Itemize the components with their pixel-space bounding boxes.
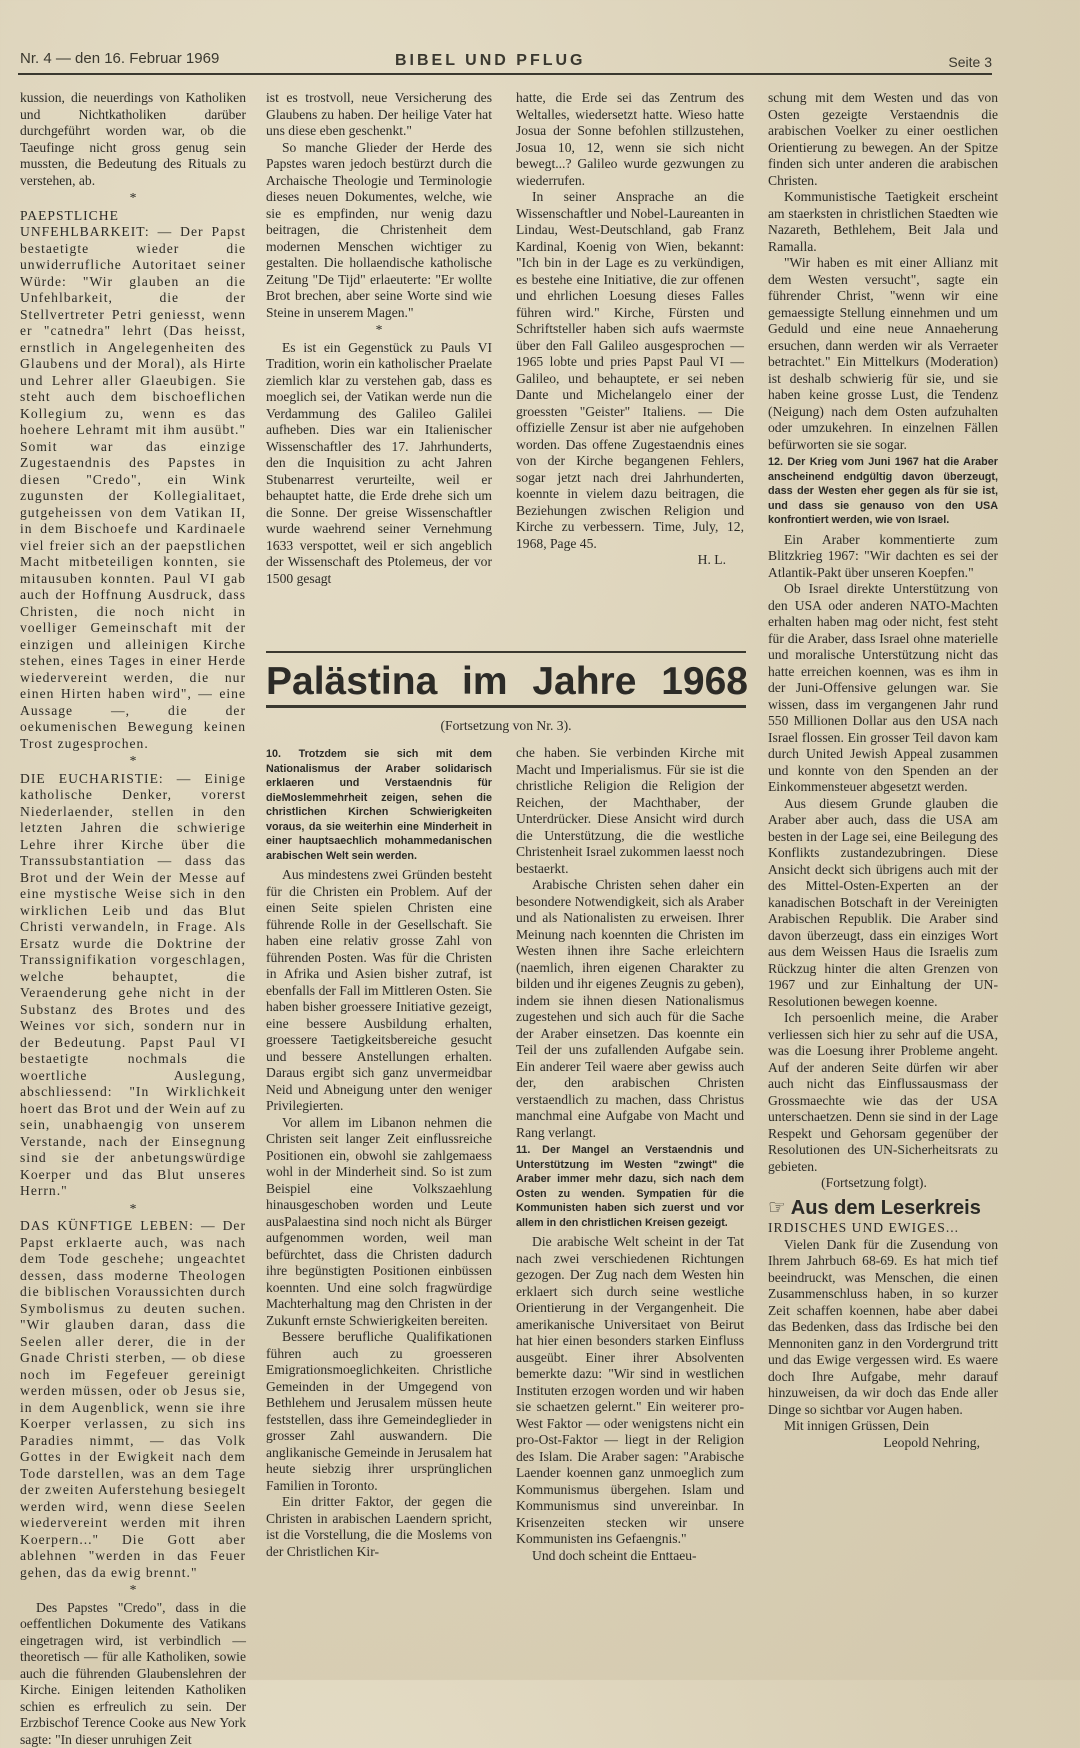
paragraph: Es ist ein Gegenstück zu Pauls VI Tradition, worin ein katholischer Praelate ziemlich klar zu verstehen gab, dass es moeglich sei, der Vatikan werde nun die Verdammung des Galileo Galilei aufheben. Dies war ein Italienischer Wissenschaftler des 17. Jahrhunderts, den die Inquisition zu acht Jahren Stubenarrest verurteilte, weil er behauptet hatte, die Erde drehe sich um die Sonne. Der greise Wissenschaftler wurde waehrend seiner Vernehmung 1633 verspottet, weil er sich angeblich der Wissenschaft des Ptolemeus, der vor 1500 gesagt	[266, 340, 492, 588]
paragraph: Aus diesem Grunde glauben die Araber aber auch, dass die USA am besten in der Lage sei, eine Beilegung des Konflikts zustandezubringen. Diese Ansicht deckt sich übrigens auch mit der des Mittel-Osten-Experten an der kanadischen Botschaft in der Vereinigten Arabischen Republik. Die Araber sind davon überzeugt, dass ein einziges Wort aus dem Weissen Haus die Israelis zum Rückzug hinter die alten Grenzen von 1967 und zur Einhaltung der UN-Resolutionen bewegen koenne.	[768, 796, 998, 1011]
author-initials: H. L.	[516, 552, 744, 569]
numbered-summary: 10. Trotzdem sie sich mit dem Nationalismus der Araber solidarisch erklaeren und Verstaendnis für dieMoslemmehrheit zeigen, sehen die christlichen Kirchen Schwierigkeiten voraus, da sie weiterhin eine Minderheit in einer hauptsaechlich mohammedanischen arabischen Welt sein werden.	[266, 747, 492, 863]
issue-date: Nr. 4 — den 16. Februar 1969	[20, 50, 219, 67]
numbered-summary: 11. Der Mangel an Verstaendnis und Unterstützung im Westen "zwingt" die Araber immer mehr dazu, sich nach dem Osten zu wenden. Sympatien für die Kommunisten haben sich zuerst und vor allem in den christlichen Kreisen gezeigt.	[516, 1143, 744, 1230]
page-number: Seite 3	[948, 54, 992, 70]
separator-star: *	[20, 1201, 246, 1218]
separator-star: *	[20, 1582, 246, 1599]
paragraph: schung mit dem Westen und das von Osten gezeigte Verstaendnis die arabischen Voelker zu einer oestlichen Orientierung zu bewegen. An der Spitze finden sich unter anderen die arabischen Christen.	[768, 90, 998, 189]
section-paragraph: PAEPSTLICHE UNFEHLBARKEIT: — Der Papst bestaetigte wieder die unwiderrufliche Autoritaet seiner Würde: "Wir glauben an die Unfehlbarkeit, die der Stellvertreter Petri geniesst, wenn er "catnedra" lehrt (Das heisst, ernstlich in Angelegenheiten des Glaubens und der Moral), als Hirte und Lehrer aller Glaeubigen. Sie steht auch dem bischoeflichen Kollegium zu, wenn es das hoehere Lehramt mit ihm ausübt." Somit war das einzige Zugestaendnis des Papstes in diesen "Credo", ein Wink zugunsten der Kollegialitaet, gutgeheissen von dem Vatikan II, in dem Bischoefe und Kardinaele viel freier sich an der paepstlichen Macht mitbeteiligen konnten, sie mitausuben konnten. Paul VI gab auch der Hoffnung Ausdruck, dass Christen, die noch nicht in voelliger Gemeinschaft mit der einzigen und alleinigen Kirche stehen, eines Tages in einer Herde wiedervereint werden, die nur einen Hirten haben wird", — eine Aussage —, die der oekumenischen Bewegung keinen Trost zugesprochen.	[20, 208, 246, 753]
article-continuation-note: (Fortsetzung von Nr. 3).	[266, 718, 746, 734]
section-paragraph: DIE EUCHARISTIE: — Einige katholische Denker, vorerst Niederlaender, stellen in den letzten Jahren die schwierige Lehre ihrer Kirche über die Transsubstantiation — dass das Brot und der Wein der Messe auf eine mystische Weise sich in den wirklichen Leib und das Blut Christi verwandeln, in Frage. Als Ersatz wurde die Doktrine der Transsignifikation vorgeschlagen, welche behauptet, die Veraenderung gehe nicht in der Substanz des Brotes und des Weines vor sich, sondern nur in der Bedeutung. Papst Paul VI bestaetigte nochmals die woertliche Auslegung, abschliessend: "In Wirklichkeit hoert das Brot und der Wein auf zu sein, unabhaengig von unserem Verstande, nach der Einsegnung sind sie der anbetungswürdige Koerper und das Blut unseres Herrn."	[20, 771, 246, 1200]
article-title-word: Jahre	[532, 660, 636, 704]
column-1	[20, 90, 246, 1748]
reader-letter-signature: Leopold Nehring,	[768, 1435, 998, 1452]
paragraph: Vor allem im Libanon nehmen die Christen seit langer Zeit einflussreiche Positionen ein, obwohl sie zahlgemaess wohl in der Minderheit sind. So ist zum Beispiel eine Volkszaehlung hinausgeschoben worden und Leute ausPalaestina sind noch nicht als Bürger aufgenommen worden, weil man befürchtet, dass die Christen dadurch ihre begünstigten Positionen einbüssen koennten. Und eine solch fragwürdige Machterhaltung mag den Christen in der Zukunft ernste Schwierigkeiten bereiten.	[266, 1115, 492, 1330]
column-3	[516, 90, 744, 569]
article-column-a	[266, 745, 492, 1560]
paragraph: hatte, die Erde sei das Zentrum des Weltalles, wiedersetzt hatte. Wieso hatte Josua der Sonne befohlen stillzustehen, Josua 10, 12, wenn sie sich nicht bewegt...? Galileo wurde gezwungen zu wiederrufen.	[516, 90, 744, 189]
paragraph: Und doch scheint die Enttaeu-	[516, 1548, 744, 1565]
continuation-note: (Fortsetzung folgt).	[768, 1175, 998, 1192]
newspaper-title: BIBEL UND PFLUG	[395, 52, 585, 70]
separator-star: *	[20, 753, 246, 770]
paragraph: Ein dritter Faktor, der gegen die Christen in arabischen Laendern spricht, ist die Vorstellung, die die Moslems von der Christlichen Kir-	[266, 1494, 492, 1560]
reader-section-heading	[768, 1200, 998, 1217]
column-4	[768, 90, 998, 1451]
section-paragraph: DAS KÜNFTIGE LEBEN: — Der Papst erklaerte auch, was nach dem Tode geschehe; ungeachtet dessen, dass moderne Theologen die biblischen Voraussichten durch Symbolismus zu deuten suchen. "Wir glauben daran, dass die Seelen aller derer, die in der Gnade Christi sterben, — ob diese noch im Fegefeuer gereinigt werden müssen, oder ob Jesus sie, in dem Augenblick, wenn sie ihre Koerper verlassen, zu sich ins Paradies nimmt, — das Volk Gottes in der Ewigkeit nach dem Tode darstellen, was an dem Tage der zweiten Auferstehung besiegelt werden wird, wenn diese Seelen wiedervereint werden mit ihren Koerpern..." Die Gott aber ablehnen "werden in das Feuer gehen, das da ewig brennt."	[20, 1218, 246, 1581]
reader-letter-title: IRDISCHES UND EWIGES...	[768, 1220, 998, 1237]
reader-section-title: Aus dem Leserkreis	[791, 1197, 981, 1219]
paragraph: Ob Israel direkte Unterstützung von den USA oder anderen NATO-Machten erhalten haben mag oder nicht, fest steht für die Araber, dass Israel ohne materielle und moralische Unterstützung nicht das hatte erreichen koennen, was es ihm in der Juni-Offensive gelungen war. Sie wissen, dass im vergangenen Jahr rund 550 Millionen Dollar aus den USA nach Israel flossen. Ein grosser Teil davon kam durch United Jewish Appeal zusammen und konnte von den Spenden an der Einkommensteuer abgesetzt werden.	[768, 581, 998, 796]
paragraph: Des Papstes "Credo", dass in die oeffentlichen Dokumente des Vatikans eingetragen wird, ist verbindlich — theoretisch — für alle Katholiken, sowie auch die führenden Glaubenslehren der Kirche. Einigen leitenden Katholiken schien es erfreulich zu sein. Der Erzbischof Terence Cooke aus New York sagte: "In dieser unruhigen Zeit	[20, 1600, 246, 1748]
paragraph: Ich persoenlich meine, die Araber verliessen sich hier zu sehr auf die USA, was die Loesung ihrer Probleme angeht. Auf der anderen Seite dürfen wir aber auch nicht das Einflussausmass der Grossmaechte wie das der USA unterschaetzen. Denn sie sind in der Lage Respekt und Gehorsam gegenüber der Resolutionen des UN-Sicherheitsrats zu gebieten.	[768, 1010, 998, 1175]
paragraph: kussion, die neuerdings von Katholiken und Nichtkatholiken darüber durchgeführt worden war, ob die Taeufinge nicht gross genug sein mussten, die Bedeutung des Rituals zu verstehen, ab.	[20, 90, 246, 189]
article-title-word: 1968	[661, 660, 748, 704]
column-2	[266, 90, 492, 587]
numbered-summary: 12. Der Krieg vom Juni 1967 hat die Araber anscheinend endgültig davon überzeugt, dass der Westen eher gegen als für sie ist, und dass sie genauso von den USA konfrontiert werden, wie von Israel.	[768, 455, 998, 528]
article-title-word: im	[462, 660, 508, 704]
separator-star: *	[266, 322, 492, 339]
article-title-word: Palästina	[266, 660, 437, 704]
paragraph: Bessere berufliche Qualifikationen führen auch zu groesseren Emigrationsmoeglichkeiten. Christliche Gemeinden in der Umgegend von Bethlehem und Jerusalem müssen heute feststellen, dass ihre Gemeindeglieder in grosser Zahl auswandern. Die anglikanische Gemeinde in Jerusalem hat heute siebzig ihrer ursprünglichen Familien in Toronto.	[266, 1329, 492, 1494]
article-title-rule	[266, 705, 746, 708]
hand-pointer-icon: ☞	[768, 1197, 786, 1219]
paragraph: Kommunistische Taetigkeit erscheint am staerksten in christlichen Staedten wie Nazareth, Bethlehem, Beit Jala und Ramalla.	[768, 189, 998, 255]
reader-letter-closing: Mit innigen Grüssen, Dein	[768, 1418, 998, 1435]
paragraph: Die arabische Welt scheint in der Tat nach zwei verschiedenen Richtungen gezogen. Der Zug nach dem Westen hin erklaert sich durch seine westliche Orientierung in der Vergangenheit. Die amerikanische Universitaet von Beirut hat hier einen besonders starken Einfluss ausgeübt. Einer ihrer Absolventen bemerkte dazu: "Wir sind in westlichen Instituten erzogen worden und wir haben sie schaetzen gelernt." Ein weiterer pro-West Faktor — oder wenigstens nicht ein pro-Ost-Faktor — liegt in der Religion des Islam. Die Araber sagen: "Arabische Laender koennen ganz unmoeglich zum Kommunismus übergehen. Islam und Kommunismus sind unvereinbar. In Krisenzeiten stecken wir unsere Kommunisten ins Gefaengnis."	[516, 1234, 744, 1548]
paragraph: che haben. Sie verbinden Kirche mit Macht und Imperialismus. Für sie ist die christliche Religion die Religion der Reichen, der Machthaber, der Unterdrücker. Diese Ansicht wird durch die Unterstützung, die die westliche Christenheit Israel zukommen laesst noch bestaerkt.	[516, 745, 744, 877]
paragraph: Arabische Christen sehen daher ein besondere Notwendigkeit, sich als Araber und als Nationalisten zu erweisen. Ihrer Meinung nach koennten die Christen im Westen ihnen ihre Sache erleichtern (naemlich, ihren eigenen Charakter zu bilden und ihr eigenes Zeugnis zu geben), indem sie ihnen diesen Nationalismus zugestehen und sich auch für die Sache der Araber einsetzen. Das koennte ein Teil der uns zufallenden Aufgabe sein. Ein anderer Teil waere aber gewiss auch der, den arabischen Christen verstaendlich zu machen, dass Christus manchmal eine Aufgabe von Macht und Rang verlangt.	[516, 877, 744, 1141]
paragraph: Ein Araber kommentierte zum Blitzkrieg 1967: "Wir dachten es sei der Atlantik-Pakt über unseren Koepfen."	[768, 532, 998, 582]
paragraph: In seiner Ansprache an die Wissenschaftler und Nobel-Laureanten in Lindau, West-Deutschland, gab Franz Kardinal, Koenig von Wien, bekannt: "Ich bin in der Lage es zu verkündigen, es bestehe eine Initiative, die zur offenen und ehrlichen Loesung dieses Falles führen wird." Kirche, Fürsten und Schriftsteller haben sich aufs waermste über den Fall Galileo ausgesprochen — 1965 lobte und pries Papst Paul VI — Galileo, und behauptete, er sei neben Dante und Michelangelo einer der groessten "Geister" Italiens. — Die offizielle Zensur ist aber nie aufgehoben worden. Das offene Zugestaendnis eines von der Kirche begangenen Fehlers, sogar jetzt nach drei Jahrhunderten, koennte in vielem dazu beitragen, die Beziehungen zwischen Religion und Kirche zu verbessern. Time, July, 12, 1968, Page 45.	[516, 189, 744, 552]
paragraph: So manche Glieder der Herde des Papstes waren jedoch bestürzt durch die Archaische Theologie und Terminologie dieses neuen Dokumentes, welche, wie sie es empfinden, nur wenig dazu beitragen, die Christenheit dem modernen Menschen wichtiger zu gestalten. Die hollaendische katholische Zeitung "De Tijd" erlaeuterte: "Er wollte Brot brechen, aber seine Worte sind wie Steine in unserem Magen."	[266, 140, 492, 322]
separator-star: *	[20, 190, 246, 207]
article-column-b	[516, 745, 744, 1564]
header-rule	[18, 73, 992, 75]
article-title	[266, 660, 748, 704]
paragraph: ist es trostvoll, neue Versicherung des Glaubens zu haben. Der heilige Vater hat uns diese eben geschenkt."	[266, 90, 492, 140]
reader-letter-body: Vielen Dank für die Zusendung von Ihrem Jahrbuch 68-69. Es hat mich tief beeindruckt, was Menschen, die einen Zusammenschluss haben, in so kurzer Zeit schaffen koennen, habe aber dabei das Bedenken, dass das Irdische bei den Mennoniten ganz in den Vordergrund tritt und das Ewige vergessen wird. Es waere doch Ihre Aufgabe, mehr darauf hinzuweisen, da wir doch das Ende aller Dinge so sichtbar vor Augen haben.	[768, 1237, 998, 1419]
article-top-rule	[266, 651, 746, 653]
paragraph: "Wir haben es mit einer Allianz mit dem Westen versucht", sagte ein führender Christ, "wenn wir eine gemaessigte Stellung einnehmen und um Geduld und eine neue Annaeherung ersuchen, dann werden wir als Verraeter betrachtet." Ein Mittelkurs (Moderation) ist deshalb schwierig für sie, und sie haben keine grosse Lust, die Tendenz (Neigung) nach dem Osten aufzuhalten oder umzukehren. In einzelnen Fällen befürworten sie sie sogar.	[768, 255, 998, 453]
paragraph: Aus mindestens zwei Gründen besteht für die Christen ein Problem. Auf der einen Seite spielen Christen eine führende Rolle in der Gesellschaft. Sie haben eine relativ grosse Zahl von führenden Posten. Was für die Christen in Afrika und Asien bisher zutraf, ist ebenfalls der Fall im Mittleren Osten. Sie haben bisher groessere Initiative gezeigt, eine bessere Ausbildung erhalten, groessere Taetigkeitsbereiche gesucht und bessere Anstellungen erhalten. Daraus ergibt sich ganz unvermeidbar Neid und Abneigung unter den weniger Privilegierten.	[266, 867, 492, 1115]
